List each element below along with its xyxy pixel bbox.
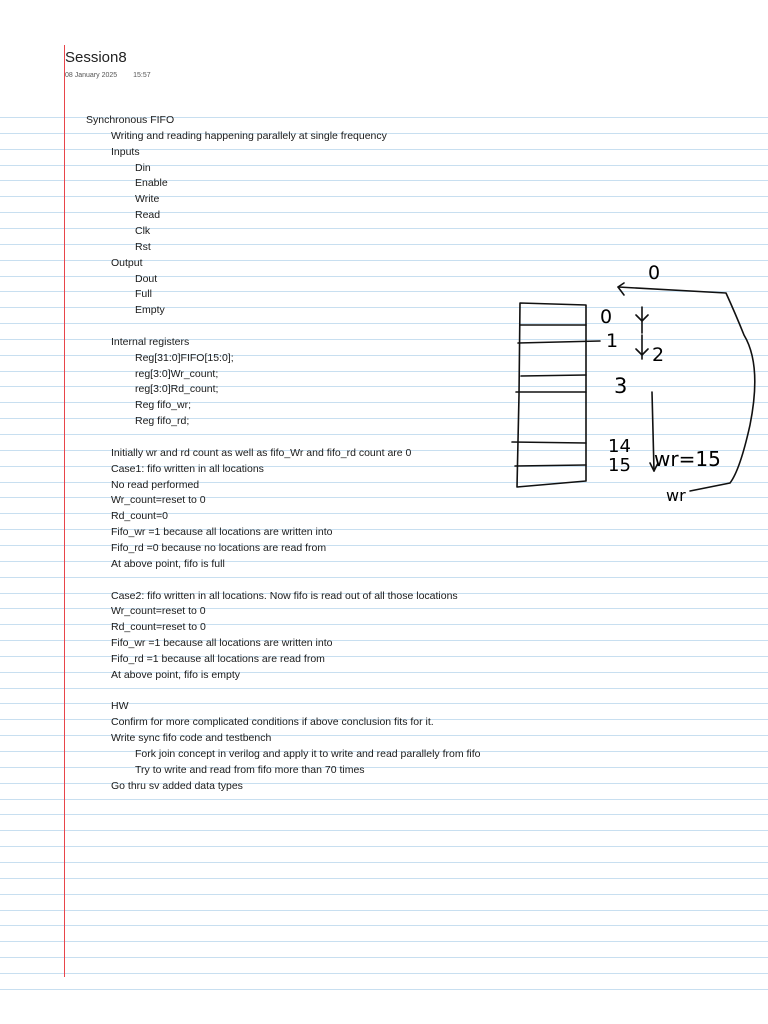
note-line: Case1: fifo written in all locations — [111, 463, 264, 475]
label-step-2: 2 — [652, 344, 665, 366]
note-line: Wr_count=reset to 0 — [111, 494, 206, 506]
note-line: Enable — [135, 177, 168, 189]
ruled-line — [0, 799, 768, 800]
note-line: Write sync fifo code and testbench — [111, 732, 272, 744]
ruled-line — [0, 767, 768, 768]
note-line: Write — [135, 193, 160, 205]
note-line: At above point, fifo is full — [111, 558, 225, 570]
ruled-line — [0, 941, 768, 942]
wrap-arrowhead — [618, 283, 624, 295]
label-index-15: 15 — [608, 455, 631, 476]
ruled-line — [0, 165, 768, 166]
ruled-line — [0, 846, 768, 847]
note-line: Reg fifo_wr; — [135, 399, 192, 411]
fifo-row-line — [521, 375, 586, 376]
note-line: Din — [135, 162, 151, 174]
ruled-line — [0, 830, 768, 831]
note-line: Output — [111, 257, 143, 269]
fifo-row-line — [518, 341, 600, 343]
note-line: Full — [135, 288, 152, 300]
margin-line — [64, 45, 65, 977]
label-index-1: 1 — [606, 330, 619, 352]
ruled-line — [0, 989, 768, 990]
note-line: Wr_count=reset to 0 — [111, 605, 206, 617]
note-line: Rd_count=0 — [111, 510, 168, 522]
note-line: Fifo_wr =1 because all locations are written into — [111, 526, 333, 538]
page-time: 15:57 — [133, 72, 151, 79]
ruled-line — [0, 244, 768, 245]
note-line: Fifo_rd =1 because all locations are read from — [111, 653, 325, 665]
ruled-line — [0, 862, 768, 863]
ruled-line — [0, 973, 768, 974]
note-line: Case2: fifo written in all locations. Now fifo is read out of all those locations — [111, 590, 458, 602]
ruled-line — [0, 925, 768, 926]
note-line: Empty — [135, 304, 165, 316]
page-meta — [65, 72, 165, 79]
note-line: Go thru sv added data types — [111, 780, 243, 792]
ruled-line — [0, 212, 768, 213]
ruled-line — [0, 957, 768, 958]
note-line: Rd_count=reset to 0 — [111, 621, 206, 633]
ruled-line — [0, 878, 768, 879]
fifo-row-line — [512, 442, 586, 443]
note-line: Synchronous FIFO — [86, 114, 175, 126]
page-date: 08 January 2025 — [65, 72, 118, 79]
ruled-line — [0, 196, 768, 197]
label-index-14: 14 — [608, 436, 631, 457]
label-index-3: 3 — [614, 374, 628, 398]
ruled-line — [0, 910, 768, 911]
label-top-zero: 0 — [648, 262, 661, 284]
fifo-box-outline — [517, 303, 586, 487]
note-line: Clk — [135, 225, 151, 237]
note-line: Initially wr and rd count as well as fifo_Wr and fifo_rd count are 0 — [111, 447, 412, 459]
fifo-handwritten-sketch — [500, 255, 768, 515]
ruled-line — [0, 228, 768, 229]
note-line: HW — [111, 700, 129, 712]
page-title[interactable]: Session8 — [65, 49, 127, 66]
ruled-line — [0, 894, 768, 895]
ruled-line — [0, 814, 768, 815]
note-line: reg[3:0]Rd_count; — [135, 383, 219, 395]
note-line: Writing and reading happening parallely at single frequency — [111, 130, 387, 142]
label-wr-equals-15: wr=15 — [654, 447, 721, 471]
fifo-row-line — [515, 465, 586, 466]
label-index-0: 0 — [600, 306, 613, 328]
note-line: Confirm for more complicated conditions if above conclusion fits for it. — [111, 716, 434, 728]
note-line: Dout — [135, 273, 158, 285]
note-line: Fifo_rd =0 because no locations are read from — [111, 542, 327, 554]
note-line: Fork join concept in verilog and apply it to write and read parallely from fifo — [135, 748, 481, 760]
note-line: reg[3:0]Wr_count; — [135, 368, 219, 380]
ruled-line — [0, 577, 768, 578]
note-line: Fifo_wr =1 because all locations are written into — [111, 637, 333, 649]
ruled-line — [0, 180, 768, 181]
note-line: No read performed — [111, 479, 200, 491]
note-line: Reg[31:0]FIFO[15:0]; — [135, 352, 234, 364]
note-line: Try to write and read from fifo more than 70 times — [135, 764, 365, 776]
note-line: Read — [135, 209, 161, 221]
note-line: Inputs — [111, 146, 140, 158]
label-wr: wr — [666, 486, 686, 505]
note-line: Rst — [135, 241, 151, 253]
ruled-line — [0, 688, 768, 689]
note-line: Reg fifo_rd; — [135, 415, 190, 427]
note-line: At above point, fifo is empty — [111, 669, 240, 681]
note-line: Internal registers — [111, 336, 190, 348]
